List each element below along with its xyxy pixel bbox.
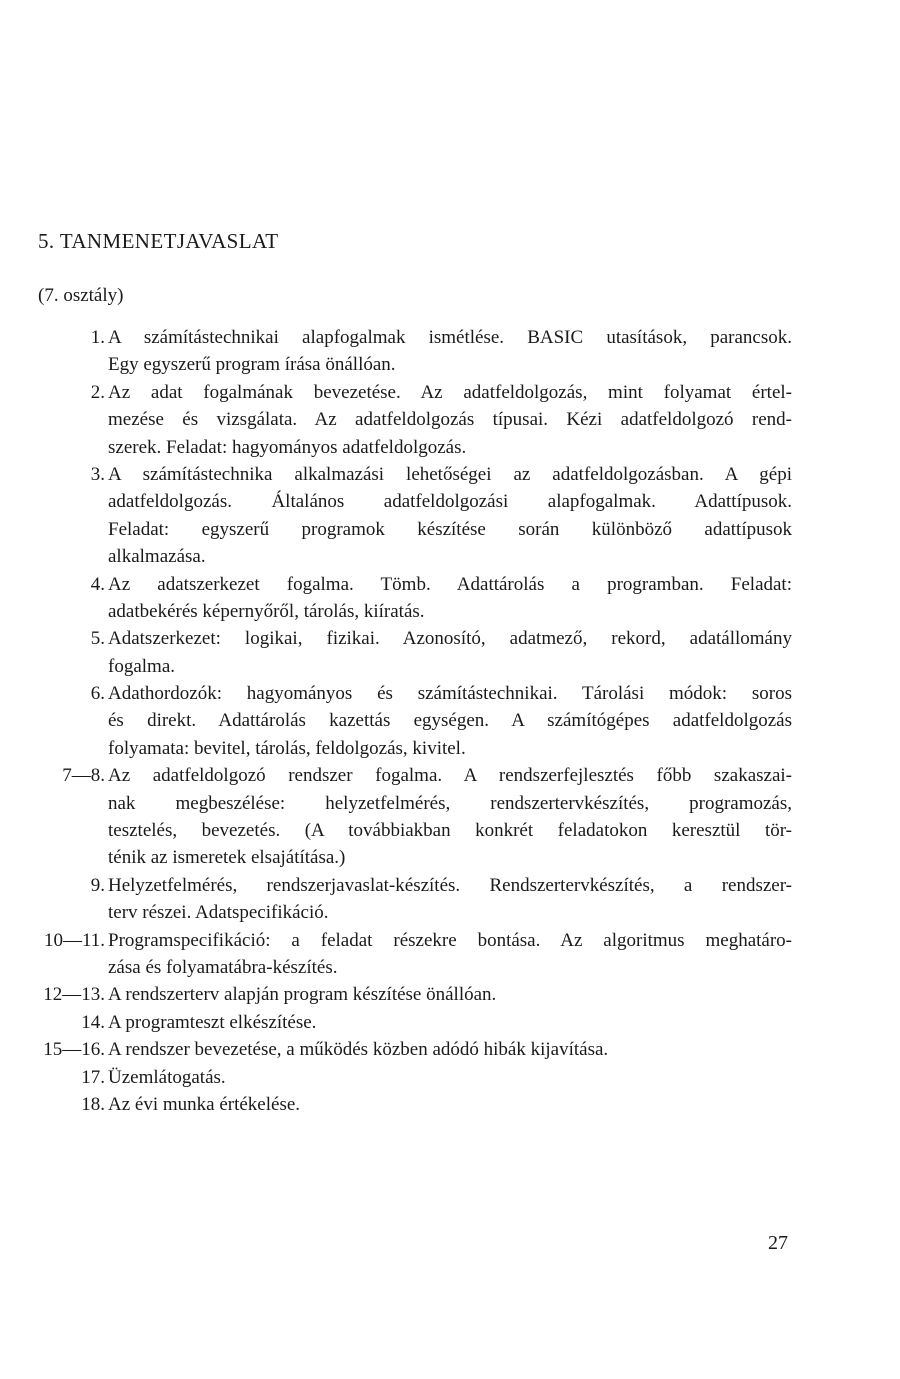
page-number: 27 [768, 1232, 788, 1254]
lesson-number: 17. [81, 1066, 105, 1088]
lesson-text: nak megbeszélése: helyzetfelmérés, rendszertervkészítés, programozás, [108, 792, 792, 814]
lesson-line [0, 516, 900, 543]
lesson-number: 18. [81, 1093, 105, 1115]
lesson-text: tesztelés, bevezetés. (A továbbiakban konkrét feladatokon keresztül tör- [108, 820, 792, 842]
lesson-line [0, 653, 900, 680]
lesson-line [0, 488, 900, 515]
lesson-line [0, 680, 900, 707]
lesson-number: 6. [90, 683, 105, 705]
lesson-line [0, 899, 900, 926]
lesson-line [0, 790, 900, 817]
lesson-text: A számítástechnikai alapfogalmak ismétlése. BASIC utasítások, parancsok. [108, 327, 792, 348]
lesson-number: 1. [90, 327, 105, 348]
lesson-plan-list [0, 324, 900, 1118]
lesson-text: Az adatszerkezet fogalma. Tömb. Adattárolás a programban. Feladat: [108, 573, 792, 595]
lesson-text: Az évi munka értékelése. [108, 1093, 301, 1115]
lesson-text: adatbekérés képernyőről, tárolás, kiíratás. [108, 600, 425, 622]
lesson-number: 10—11. [43, 929, 105, 951]
lesson-line [0, 844, 900, 871]
lesson-line [0, 1036, 900, 1063]
lesson-line [0, 927, 900, 954]
lesson-text: A rendszerterv alapján program készítése önállóan. [108, 984, 497, 1006]
lesson-line [0, 1091, 900, 1118]
lesson-line [0, 1064, 900, 1091]
lesson-number: 14. [81, 1011, 105, 1033]
lesson-line [0, 324, 900, 351]
lesson-text: folyamata: bevitel, tárolás, feldolgozás, kivitel. [108, 737, 466, 759]
lesson-line [0, 543, 900, 570]
lesson-line [0, 954, 900, 981]
lesson-line [0, 379, 900, 406]
lesson-text: Adathordozók: hagyományos és számítástechnikai. Tárolási módok: soros [108, 683, 792, 705]
lesson-line [0, 406, 900, 433]
lesson-line [0, 762, 900, 789]
lesson-text: Programspecifikáció: a feladat részekre bontása. Az algoritmus meghatáro- [108, 929, 792, 951]
lesson-line [0, 571, 900, 598]
lesson-text: Helyzetfelmérés, rendszerjavaslat-készítés. Rendszertervkészítés, a rendszer- [108, 874, 792, 896]
lesson-text: A rendszer bevezetése, a működés közben adódó hibák kijavítása. [108, 1039, 609, 1061]
lesson-text: Adatszerkezet: logikai, fizikai. Azonosító, adatmező, rekord, adatállomány [108, 628, 792, 650]
lesson-number: 15—16. [43, 1039, 105, 1061]
lesson-text: Feladat: egyszerű programok készítése során különböző adattípusok [108, 518, 792, 540]
grade-subtitle: (7. osztály) [38, 285, 124, 306]
lesson-text: A programteszt elkészítése. [108, 1011, 317, 1033]
lesson-text: Az adat fogalmának bevezetése. Az adatfeldolgozás, mint folyamat értel- [108, 381, 792, 403]
lesson-number: 4. [90, 573, 105, 595]
lesson-text: Egy egyszerű program írása önállóan. [108, 354, 396, 376]
page-title: 5. TANMENETJAVASLAT [38, 229, 279, 253]
lesson-number: 2. [90, 381, 105, 403]
lesson-number: 12—13. [43, 984, 105, 1006]
lesson-text: zása és folyamatábra-készítés. [108, 956, 338, 978]
lesson-line [0, 1009, 900, 1036]
lesson-text: Az adatfeldolgozó rendszer fogalma. A rendszerfejlesztés főbb szakaszai- [108, 765, 792, 787]
lesson-number: 3. [90, 463, 105, 485]
lesson-text: alkalmazása. [108, 546, 206, 568]
lesson-text: szerek. Feladat: hagyományos adatfeldolgozás. [108, 436, 467, 458]
lesson-number: 5. [90, 628, 105, 650]
lesson-line [0, 351, 900, 378]
lesson-text: A számítástechnika alkalmazási lehetőségei az adatfeldolgozásban. A gépi [108, 463, 792, 485]
lesson-line [0, 625, 900, 652]
lesson-text: adatfeldolgozás. Általános adatfeldolgozási alapfogalmak. Adattípusok. [108, 491, 792, 513]
lesson-number: 7—8. [62, 765, 105, 787]
lesson-text: Üzemlátogatás. [108, 1066, 226, 1088]
lesson-text: ténik az ismeretek elsajátítása.) [108, 847, 346, 869]
lesson-line [0, 735, 900, 762]
lesson-text: mezése és vizsgálata. Az adatfeldolgozás típusai. Kézi adatfeldolgozó rend- [108, 409, 792, 431]
lesson-line [0, 981, 900, 1008]
lesson-text: és direkt. Adattárolás kazettás egységen. A számítógépes adatfeldolgozás [108, 710, 792, 732]
lesson-line [0, 598, 900, 625]
lesson-line [0, 707, 900, 734]
lesson-line [0, 817, 900, 844]
lesson-number: 9. [90, 874, 105, 896]
lesson-line [0, 872, 900, 899]
lesson-line [0, 434, 900, 461]
lesson-text: terv részei. Adatspecifikáció. [108, 902, 329, 924]
lesson-line [0, 461, 900, 488]
lesson-text: fogalma. [108, 655, 176, 677]
